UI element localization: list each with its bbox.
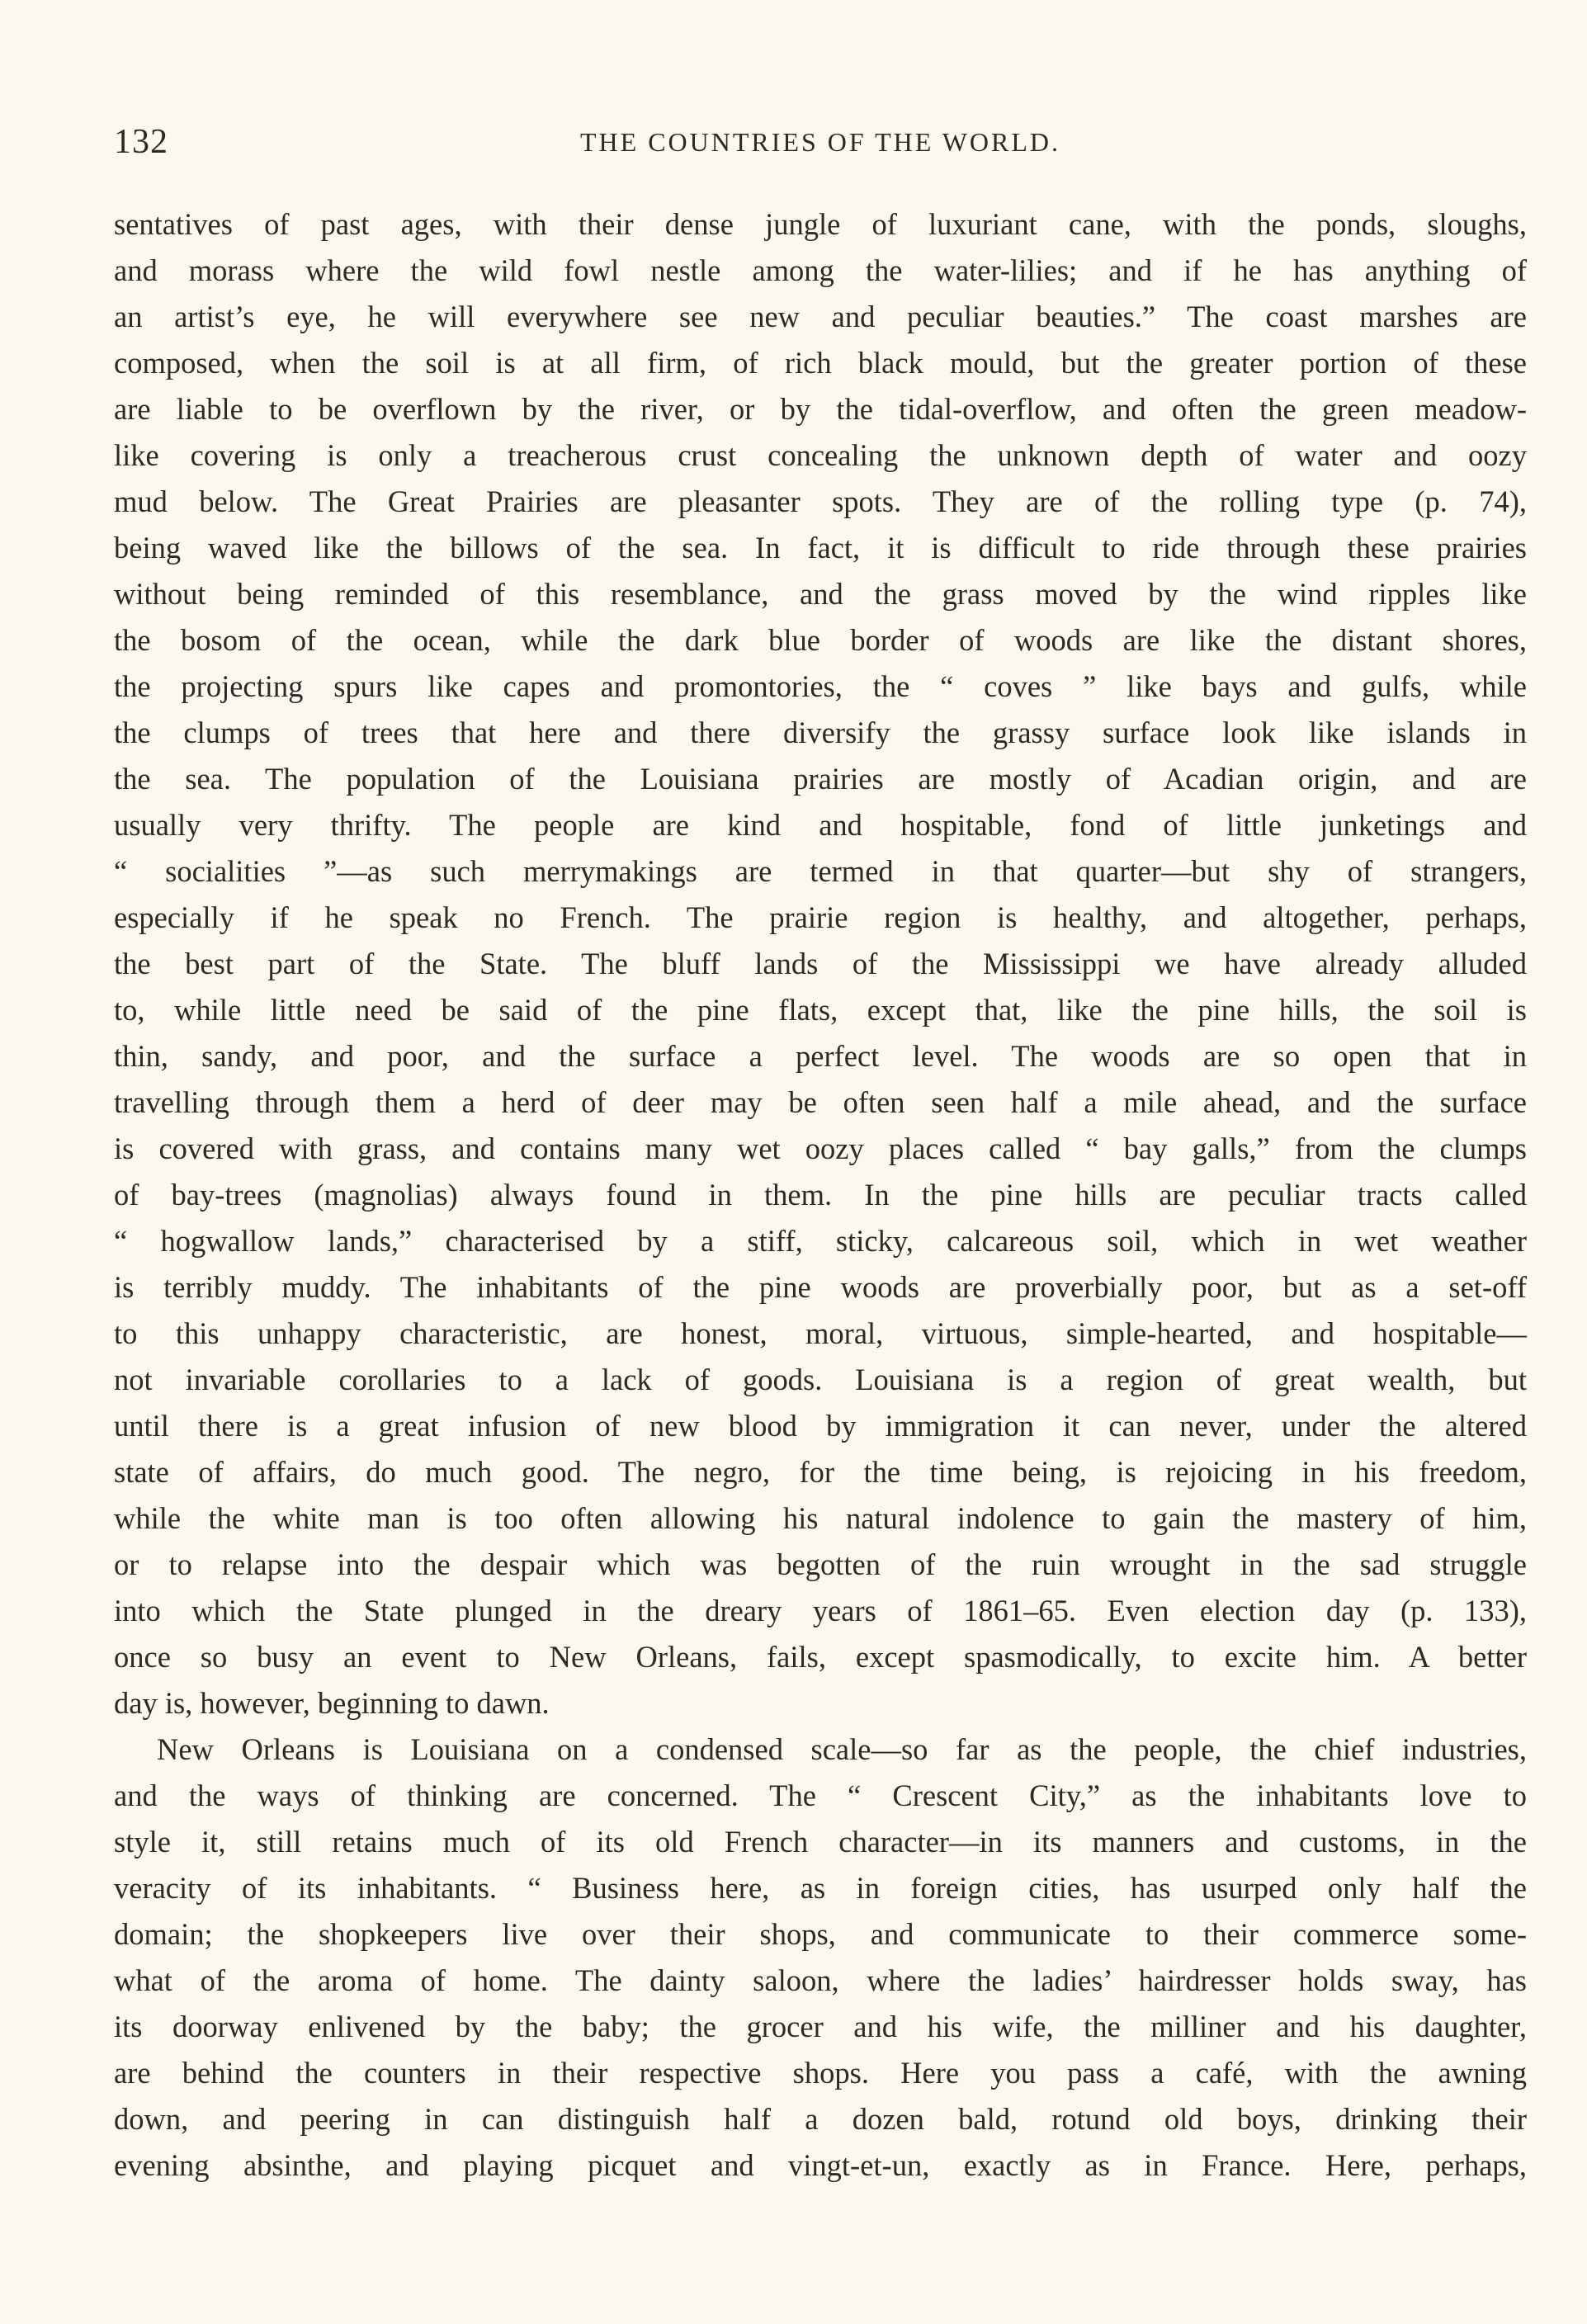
text-line: to, while little need be said of the pine flats, except that, like the pine hills, the soil is [114, 993, 1527, 1027]
text-line: and morass where the wild fowl nestle among the water-lilies; and if he has anything of [114, 253, 1527, 287]
body-text [114, 201, 1527, 2189]
text-line: down, and peering in can distinguish half a dozen bald, rotund old boys, drinking their [114, 2102, 1527, 2136]
text-line: into which the State plunged in the dreary years of 1861–65. Even election day (p. 133), [114, 1594, 1527, 1627]
text-line: mud below. The Great Prairies are pleasanter spots. They are of the rolling type (p. 74), [114, 484, 1527, 518]
text-line: are liable to be overflown by the river, or by the tidal-overflow, and often the green meadow- [114, 392, 1527, 426]
text-line: to this unhappy characteristic, are honest, moral, virtuous, simple-hearted, and hospitable— [114, 1316, 1527, 1350]
text-line: the bosom of the ocean, while the dark blue border of woods are like the distant shores, [114, 623, 1527, 657]
text-line: day is, however, beginning to dawn. [114, 1686, 550, 1720]
text-line: its doorway enlivened by the baby; the grocer and his wife, the milliner and his daughter, [114, 2010, 1527, 2043]
text-line: while the white man is too often allowing his natural indolence to gain the mastery of him, [114, 1501, 1527, 1535]
running-title: THE COUNTRIES OF THE WORLD. [579, 127, 1061, 157]
text-line: “ hogwallow lands,” characterised by a stiff, sticky, calcareous soil, which in wet weather [114, 1224, 1527, 1258]
text-line: composed, when the soil is at all firm, of rich black mould, but the greater portion of these [114, 346, 1527, 380]
text-line: not invariable corollaries to a lack of goods. Louisiana is a region of great wealth, but [114, 1363, 1527, 1396]
paragraph-2 [114, 1726, 1527, 2189]
text-line: thin, sandy, and poor, and the surface a perfect level. The woods are so open that in [114, 1039, 1527, 1073]
text-line: New Orleans is Louisiana on a condensed scale—so far as the people, the chief industries, [157, 1732, 1527, 1766]
text-line: travelling through them a herd of deer may be often seen half a mile ahead, and the surface [114, 1085, 1527, 1119]
text-line: domain; the shopkeepers live over their shops, and communicate to their commerce some- [114, 1917, 1527, 1951]
page-number: 132 [114, 123, 168, 161]
text-line: veracity of its inhabitants. “ Business here, as in foreign cities, has usurped only half the [114, 1871, 1527, 1905]
text-line: or to relapse into the despair which was begotten of the ruin wrought in the sad struggle [114, 1547, 1527, 1581]
text-line: like covering is only a treacherous crust concealing the unknown depth of water and oozy [114, 438, 1527, 472]
text-line: once so busy an event to New Orleans, fails, except spasmodically, to excite him. A better [114, 1640, 1527, 1674]
text-line: is covered with grass, and contains many wet oozy places called “ bay galls,” from the clumps [114, 1131, 1527, 1165]
text-line: without being reminded of this resemblance, and the grass moved by the wind ripples like [114, 577, 1527, 611]
text-line: sentatives of past ages, with their dense jungle of luxuriant cane, with the ponds, sloughs, [114, 207, 1527, 241]
running-head [114, 122, 1527, 163]
text-line: until there is a great infusion of new blood by immigration it can never, under the altered [114, 1409, 1527, 1443]
text-line: are behind the counters in their respective shops. Here you pass a café, with the awning [114, 2056, 1527, 2090]
text-line: usually very thrifty. The people are kind and hospitable, fond of little junketings and [114, 808, 1527, 842]
text-line: being waved like the billows of the sea. In fact, it is difficult to ride through these prairies [114, 531, 1527, 564]
text-line: state of affairs, do much good. The negro, for the time being, is rejoicing in his freedom, [114, 1455, 1527, 1489]
text-line: the sea. The population of the Louisiana prairies are mostly of Acadian origin, and are [114, 762, 1527, 796]
text-line: of bay-trees (magnolias) always found in them. In the pine hills are peculiar tracts called [114, 1178, 1527, 1212]
text-line: “ socialities ”—as such merrymakings are termed in that quarter—but shy of strangers, [114, 854, 1527, 888]
text-line: evening absinthe, and playing picquet and vingt-et-un, exactly as in France. Here, perhaps, [114, 2148, 1527, 2182]
text-line: and the ways of thinking are concerned. The “ Crescent City,” as the inhabitants love to [114, 1778, 1527, 1812]
text-line: the clumps of trees that here and there diversify the grassy surface look like islands in [114, 716, 1527, 749]
paragraph-1 [114, 201, 1527, 1726]
text-line: an artist’s eye, he will everywhere see new and peculiar beauties.” The coast marshes are [114, 300, 1527, 333]
text-line: especially if he speak no French. The prairie region is healthy, and altogether, perhaps, [114, 900, 1527, 934]
text-line: the projecting spurs like capes and promontories, the “ coves ” like bays and gulfs, while [114, 669, 1527, 703]
text-line: style it, still retains much of its old French character—in its manners and customs, in the [114, 1825, 1527, 1859]
text-line: is terribly muddy. The inhabitants of the pine woods are proverbially poor, but as a set-off [114, 1270, 1527, 1304]
text-line: what of the aroma of home. The dainty saloon, where the ladies’ hairdresser holds sway, has [114, 1963, 1527, 1997]
text-line: the best part of the State. The bluff lands of the Mississippi we have already alluded [114, 947, 1527, 980]
